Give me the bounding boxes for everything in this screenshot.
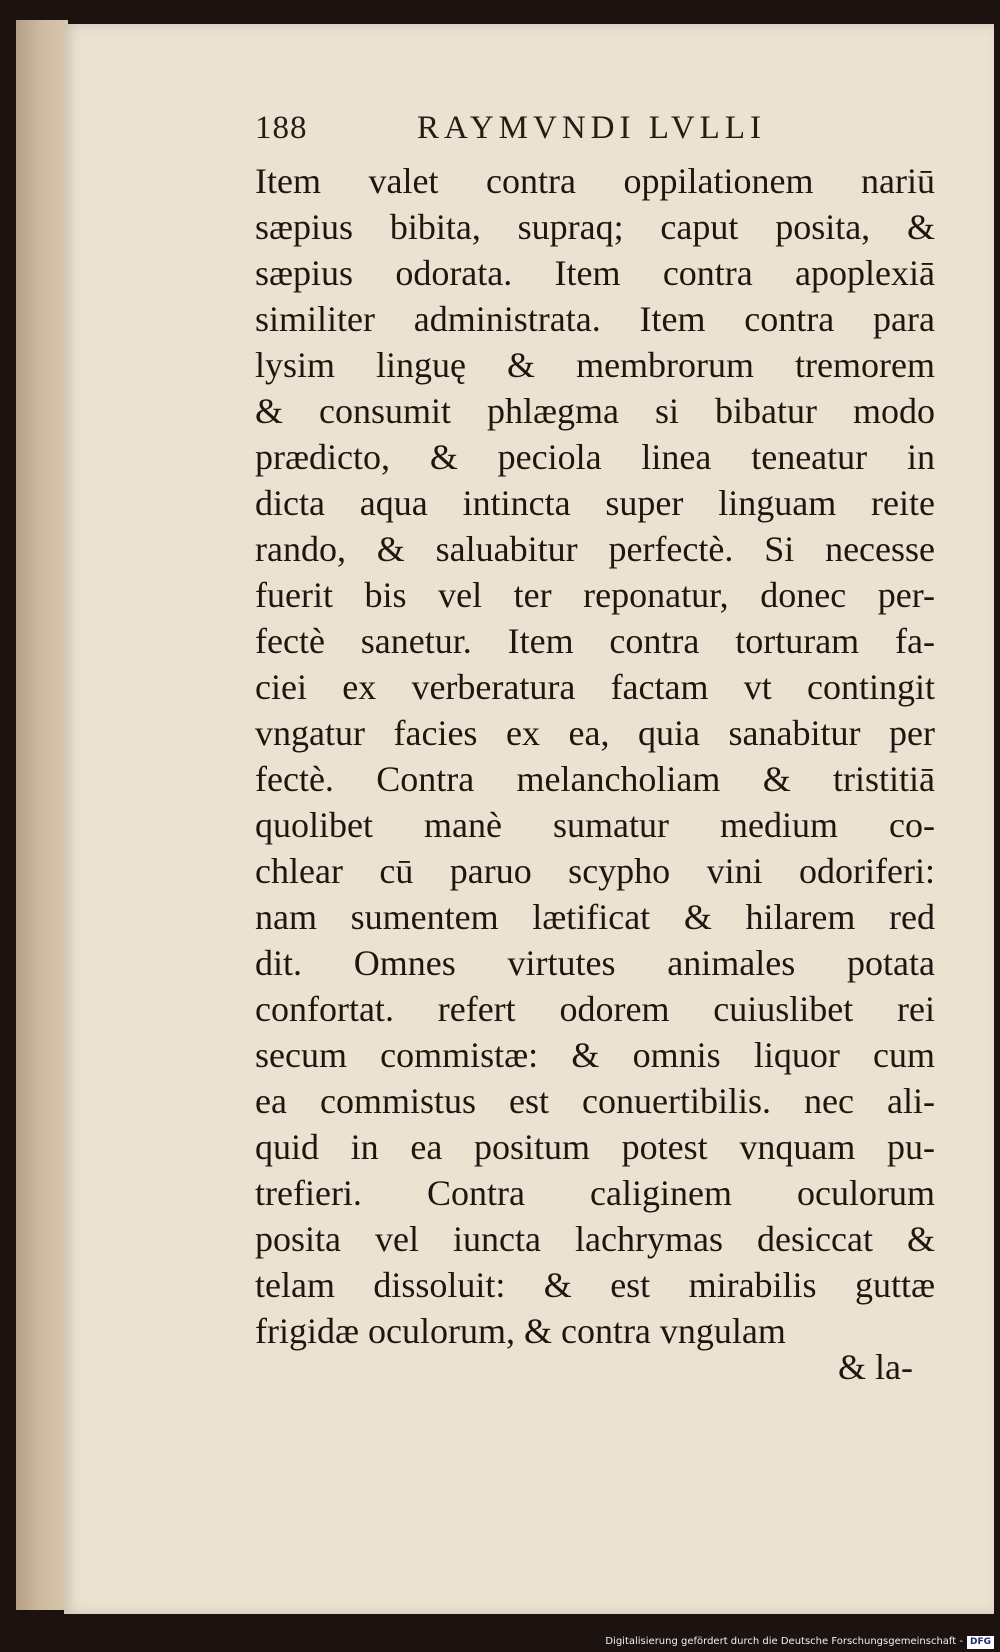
text-line: similiter administrata. Item contra para	[255, 299, 935, 339]
text-line: quolibet manè sumatur medium co-	[255, 805, 935, 845]
text-line: telam dissoluit: & est mirabilis guttæ	[255, 1265, 935, 1305]
text-line: nam sumentem lætificat & hilarem red	[255, 897, 935, 937]
dfg-logo: DFG	[967, 1636, 994, 1649]
text-line: posita vel iuncta lachrymas desiccat &	[255, 1219, 935, 1259]
text-line: fuerit bis vel ter reponatur, donec per-	[255, 575, 935, 615]
text-line: dicta aqua intincta super linguam reite	[255, 483, 935, 523]
running-title: RAYMVNDI LVLLI	[417, 110, 766, 146]
text-line: trefieri. Contra caliginem oculorum	[255, 1173, 935, 1213]
text-line: prædicto, & peciola linea teneatur in	[255, 437, 935, 477]
text-line: vngatur facies ex ea, quia sanabitur per	[255, 713, 935, 753]
text-line: sæpius bibita, supraq; caput posita, &	[255, 207, 935, 247]
text-line: fectè sanetur. Item contra torturam fa-	[255, 621, 935, 661]
text-line: sæpius odorata. Item contra apoplexiā	[255, 253, 935, 293]
digitization-footer	[600, 1634, 994, 1650]
text-line: lysim linguę & membrorum tremorem	[255, 345, 935, 385]
footer-credit: Digitalisierung gefördert durch die Deutsche Forschungsgemeinschaft -	[605, 1636, 963, 1647]
text-line: ciei ex verberatura factam vt contingit	[255, 667, 935, 707]
text-line: quid in ea positum potest vnquam pu-	[255, 1127, 935, 1167]
text-line: chlear cū paruo scypho vini odoriferi:	[255, 851, 935, 891]
text-line: frigidæ oculorum, & contra vngulam	[255, 1311, 786, 1351]
page-edge	[16, 20, 68, 1610]
body-text	[255, 158, 935, 1354]
text-line: rando, & saluabitur perfectè. Si necesse	[255, 529, 935, 569]
text-line: secum commistæ: & omnis liquor cum	[255, 1035, 935, 1075]
text-line: dit. Omnes virtutes animales potata	[255, 943, 935, 983]
text-line: ea commistus est conuertibilis. nec ali-	[255, 1081, 935, 1121]
text-line: Item valet contra oppilationem nariū	[255, 161, 935, 201]
text-line: confortat. refert odorem cuiuslibet rei	[255, 989, 935, 1029]
text-line: fectè. Contra melancholiam & tristitiā	[255, 759, 935, 799]
running-head	[255, 110, 835, 152]
text-line: & consumit phlægma si bibatur modo	[255, 391, 935, 431]
catchword: & la-	[838, 1347, 913, 1387]
page-number: 188	[255, 110, 308, 146]
